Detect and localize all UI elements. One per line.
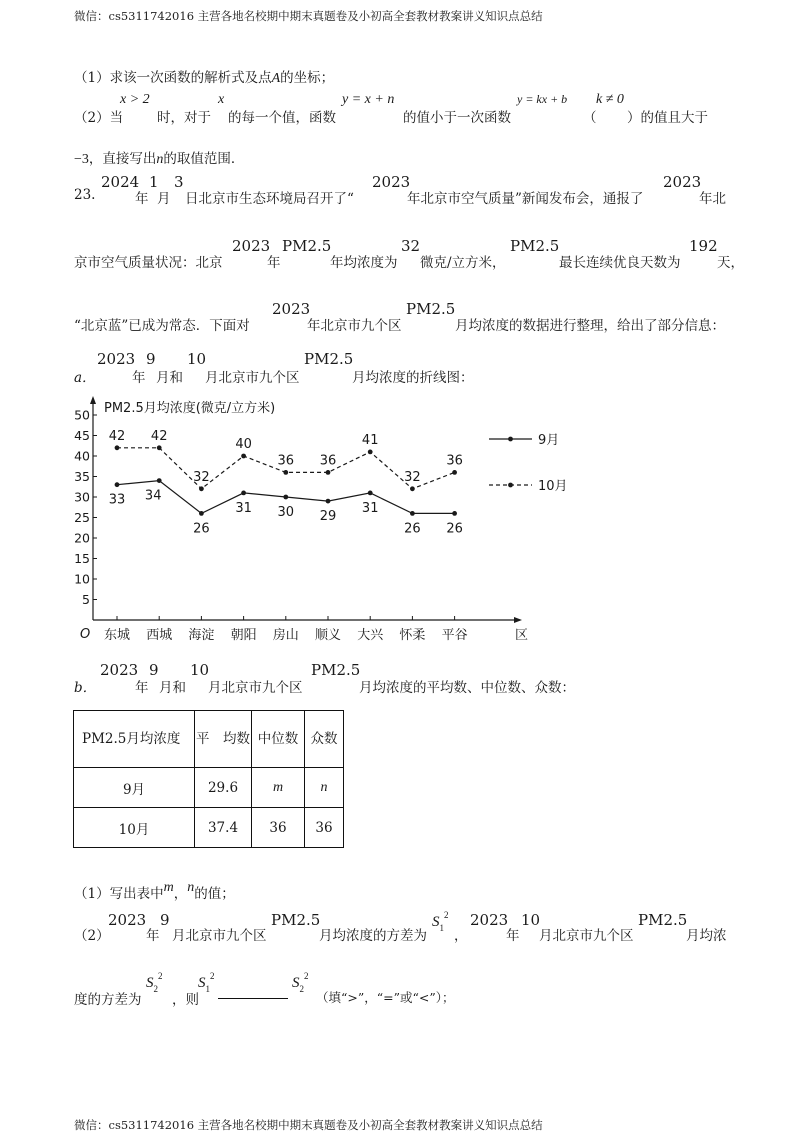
- y-tick-label: 10: [74, 571, 90, 587]
- data-label: 41: [361, 432, 379, 448]
- data-label: 30: [277, 505, 295, 520]
- b-pm: PM2.5: [311, 661, 361, 679]
- q22-x: x: [218, 92, 225, 107]
- data-label: 31: [361, 500, 379, 516]
- q22-part1-end: 的坐标；: [280, 70, 335, 86]
- b-text1: 月北京市九个区: [208, 680, 303, 696]
- data-label: 33: [108, 492, 126, 508]
- data-point: [410, 486, 415, 491]
- data-label: 42: [150, 428, 168, 444]
- q23-l3-text2: 年北京市九个区: [307, 318, 402, 334]
- a-text1: 月北京市九个区: [205, 370, 300, 386]
- data-point: [326, 499, 331, 504]
- sub2-pm2: PM2.5: [638, 911, 688, 929]
- var-a: A: [271, 71, 281, 86]
- data-point: [283, 470, 288, 475]
- chart-title: PM2.5月均浓度(微克/立方米): [104, 401, 276, 416]
- q23-l1-year2: 2023: [372, 173, 411, 191]
- s1-sup: 2: [444, 910, 449, 920]
- a-m9: 9: [146, 350, 156, 368]
- x-tick-label: 平谷: [441, 628, 468, 643]
- data-label: 36: [277, 453, 295, 469]
- data-label: 40: [235, 437, 252, 452]
- origin-label: O: [80, 627, 91, 642]
- sub2-l2-text2: ，则: [172, 992, 199, 1008]
- data-label: 31: [235, 500, 252, 516]
- data-point: [452, 470, 457, 475]
- s1b-letter: S: [198, 975, 206, 991]
- neg-three: −3: [74, 152, 89, 167]
- sub1-text-b: 的值；: [194, 886, 235, 902]
- s2b-letter: S: [292, 975, 300, 991]
- x-tick-label: 海淀: [188, 628, 215, 643]
- table-row: [74, 808, 344, 848]
- data-point: [283, 495, 288, 500]
- sub1-text-a: （1）写出表中: [74, 886, 164, 902]
- q23-l1-text2: 年北京市空气质量”新闻发布会，通报了: [407, 191, 644, 207]
- q23-l2-year: 2023: [232, 237, 271, 255]
- x-tick-label: 怀柔: [399, 628, 426, 643]
- data-label: 32: [404, 469, 421, 485]
- q23-l3-year: 2023: [272, 300, 311, 318]
- q22-part2-text-d: 的值小于一次函数: [403, 110, 511, 126]
- s1b-sup: 2: [210, 971, 215, 981]
- b-m10: 10: [190, 661, 210, 679]
- q23-l3-text3: 月均浓度的数据进行整理，给出了部分信息：: [455, 318, 725, 334]
- s1-symbol: [432, 910, 449, 933]
- q23-l1-text3: 年北: [699, 191, 726, 207]
- x-tick-label: 朝阳: [230, 628, 257, 643]
- page-footer: 微信：cs5311742016 主营各地名校期中期末真题卷及小初高全套教材教案讲义知识点总结: [74, 1118, 543, 1132]
- b-year: 2023: [100, 661, 139, 679]
- b-nian: 年: [135, 680, 149, 696]
- table-cell: 9月: [74, 768, 195, 808]
- q22-part1: [74, 66, 334, 87]
- sub2-pm: PM2.5: [271, 911, 321, 929]
- table-cell: 36: [252, 808, 305, 848]
- sub2-m9: 9: [160, 911, 170, 929]
- sub2-comma: ，: [454, 928, 468, 944]
- sub2-year: 2023: [108, 911, 147, 929]
- a-m10: 10: [187, 350, 207, 368]
- q23-l1-year: 2024: [101, 173, 140, 191]
- data-point: [368, 491, 373, 496]
- x-axis-label: 区: [515, 628, 529, 643]
- data-label: 34: [144, 488, 162, 504]
- a-nian: 年: [132, 370, 146, 386]
- b-m9: 9: [149, 661, 159, 679]
- s1-symbol-b: [198, 971, 215, 994]
- var-n2: n: [187, 880, 195, 895]
- s1b-sub: 1: [205, 984, 210, 994]
- sub2-text2: 月均浓度的方差为: [319, 928, 427, 944]
- q23-l3-text1: “北京蓝”已成为常态．下面对: [74, 318, 250, 334]
- table-header-cell: 众数: [305, 711, 344, 768]
- answer-blank[interactable]: [218, 984, 288, 1003]
- a-pm: PM2.5: [304, 350, 354, 368]
- data-point: [452, 511, 457, 516]
- table-row: [74, 768, 344, 808]
- b-yuehe: 月和: [159, 680, 186, 696]
- data-label: 32: [193, 469, 210, 485]
- q23-sub1: [74, 882, 235, 903]
- pm25-line-chart: [68, 394, 588, 652]
- q23-l2-text1: 京市空气质量状况：北京: [74, 255, 223, 271]
- x-tick-label: 东城: [103, 628, 131, 643]
- q23-l2-unit: 微克/立方米，: [420, 255, 506, 271]
- x-tick-label: 西城: [146, 628, 173, 643]
- y-tick-label: 25: [74, 510, 90, 525]
- q23-l1-month: 1: [149, 173, 159, 191]
- x-tick-label: 顺义: [314, 628, 342, 643]
- q22-part2-text-f: ）的值且大于: [627, 110, 708, 126]
- sub2-m10: 10: [521, 911, 541, 929]
- data-label: 26: [404, 521, 421, 537]
- q23-l2-text2: 年均浓度为: [330, 255, 398, 271]
- q22-part3-b: 的取值范围．: [163, 151, 245, 167]
- sub2-label: （2）: [74, 928, 110, 944]
- y-tick-label: 5: [82, 592, 90, 607]
- y-axis-arrow: [90, 396, 96, 404]
- b-text2: 月均浓度的平均数、中位数、众数：: [359, 680, 575, 696]
- legend-label: 9月: [538, 433, 560, 448]
- data-point: [368, 450, 373, 455]
- y-tick-label: 40: [74, 448, 90, 464]
- table-header-cell: 平 均数: [195, 711, 252, 768]
- data-label: 29: [319, 509, 337, 525]
- y-tick-label: 50: [74, 407, 90, 423]
- q22-part3-a: ，直接写出: [88, 151, 157, 167]
- data-point: [157, 478, 162, 483]
- sub2-nian: 年: [146, 928, 160, 944]
- q23-l2-pm1: PM2.5: [282, 237, 332, 255]
- sub2-text4: 月均浓: [686, 928, 727, 944]
- table-cell: m: [252, 768, 305, 808]
- y-tick-label: 30: [74, 489, 90, 505]
- table-cell: n: [305, 768, 344, 808]
- q22-func2: y = kx + b: [517, 92, 568, 106]
- table-cell: 10月: [74, 808, 195, 848]
- q23-l2-text3: 最长连续优良天数为: [559, 255, 681, 271]
- q22-k-cond: k ≠ 0: [596, 92, 624, 107]
- s2-letter: S: [146, 975, 154, 991]
- var-m: m: [163, 880, 174, 895]
- data-point: [199, 511, 204, 516]
- q23-l1-text1: 日北京市生态环境局召开了“: [185, 191, 354, 207]
- data-point: [241, 491, 246, 496]
- legend-marker: [508, 483, 513, 488]
- data-label: 26: [193, 521, 210, 537]
- a-text2: 月均浓度的折线图：: [352, 370, 474, 386]
- var-n: n: [156, 152, 164, 167]
- legend-label: 10月: [538, 479, 568, 494]
- q23-l2-conc: 32: [401, 237, 421, 255]
- data-point: [115, 445, 120, 450]
- data-point: [241, 454, 246, 459]
- q22-paren-open: （: [583, 110, 597, 126]
- table-header-cell: PM2.5月均浓度: [74, 711, 195, 768]
- s2-symbol-b: [292, 971, 309, 994]
- sub2-l2-hint: （填“>”，“=”或“<”）；: [316, 990, 455, 1005]
- q23-l1-year3: 2023: [663, 173, 702, 191]
- s2b-sub: 2: [299, 984, 304, 994]
- s2b-sup: 2: [304, 971, 309, 981]
- q23-l2-pm2: PM2.5: [510, 237, 560, 255]
- sub2-year2: 2023: [470, 911, 509, 929]
- data-label: 36: [446, 453, 463, 469]
- table-cell: 37.4: [195, 808, 252, 848]
- q22-func1: y = x + n: [342, 92, 395, 107]
- x-tick-label: 房山: [272, 628, 299, 643]
- table-cell: 29.6: [195, 768, 252, 808]
- y-tick-label: 35: [74, 469, 90, 484]
- a-yuehe: 月和: [156, 370, 183, 386]
- q23-l1-yue: 月: [157, 191, 171, 207]
- legend-marker: [508, 437, 513, 442]
- data-point: [199, 486, 204, 491]
- q22-part3: [74, 147, 244, 168]
- x-axis-arrow: [514, 617, 522, 623]
- chart-root: [74, 396, 567, 643]
- data-label: 42: [108, 428, 126, 444]
- stats-table: [73, 710, 344, 848]
- q23-l2-tian: 天，: [717, 255, 744, 271]
- q23-l3-pm: PM2.5: [406, 300, 456, 318]
- sub2-l2-text1: 度的方差为: [74, 992, 142, 1008]
- sub2-nian2: 年: [506, 928, 520, 944]
- data-point: [410, 511, 415, 516]
- q23-l1-nian: 年: [135, 191, 149, 207]
- table-header-row: [74, 711, 344, 768]
- a-year: 2023: [97, 350, 136, 368]
- s2-sub: 2: [153, 984, 158, 994]
- q22-part2-text-b: 时，对于: [157, 110, 211, 126]
- item-a-label: a．: [74, 370, 96, 386]
- data-point: [115, 482, 120, 487]
- data-point: [326, 470, 331, 475]
- x-tick-label: 大兴: [357, 628, 384, 643]
- q22-cond: x > 2: [120, 92, 150, 107]
- s1-sub: 1: [439, 923, 444, 933]
- sub2-text1: 月北京市九个区: [172, 928, 267, 944]
- sub1-comma: ，: [173, 886, 188, 902]
- y-tick-label: 45: [74, 428, 90, 443]
- data-label: 36: [319, 453, 337, 469]
- data-label: 26: [446, 521, 463, 537]
- page-header: 微信：cs5311742016 主营各地名校期中期末真题卷及小初高全套教材教案讲义知识点总结: [74, 9, 543, 23]
- table-header-cell: 中位数: [252, 711, 305, 768]
- q23-l1-day: 3: [174, 173, 184, 191]
- q22-part1-text: （1）求该一次函数的解析式及点: [74, 70, 272, 86]
- data-point: [157, 445, 162, 450]
- q23-number: 23.: [74, 187, 96, 203]
- item-b-label: b．: [74, 680, 97, 696]
- y-tick-label: 20: [74, 530, 90, 546]
- q22-part2-label: （2）当: [74, 110, 124, 126]
- s2-sup: 2: [158, 971, 163, 981]
- q23-l2-nian: 年: [267, 255, 281, 271]
- q22-part2-text-c: 的每一个值，函数: [228, 110, 336, 126]
- s1-letter: S: [432, 914, 440, 930]
- s2-symbol-a: [146, 971, 163, 994]
- q23-l2-days: 192: [689, 237, 718, 255]
- sub2-text3: 月北京市九个区: [539, 928, 634, 944]
- table-cell: 36: [305, 808, 344, 848]
- y-tick-label: 15: [74, 551, 90, 566]
